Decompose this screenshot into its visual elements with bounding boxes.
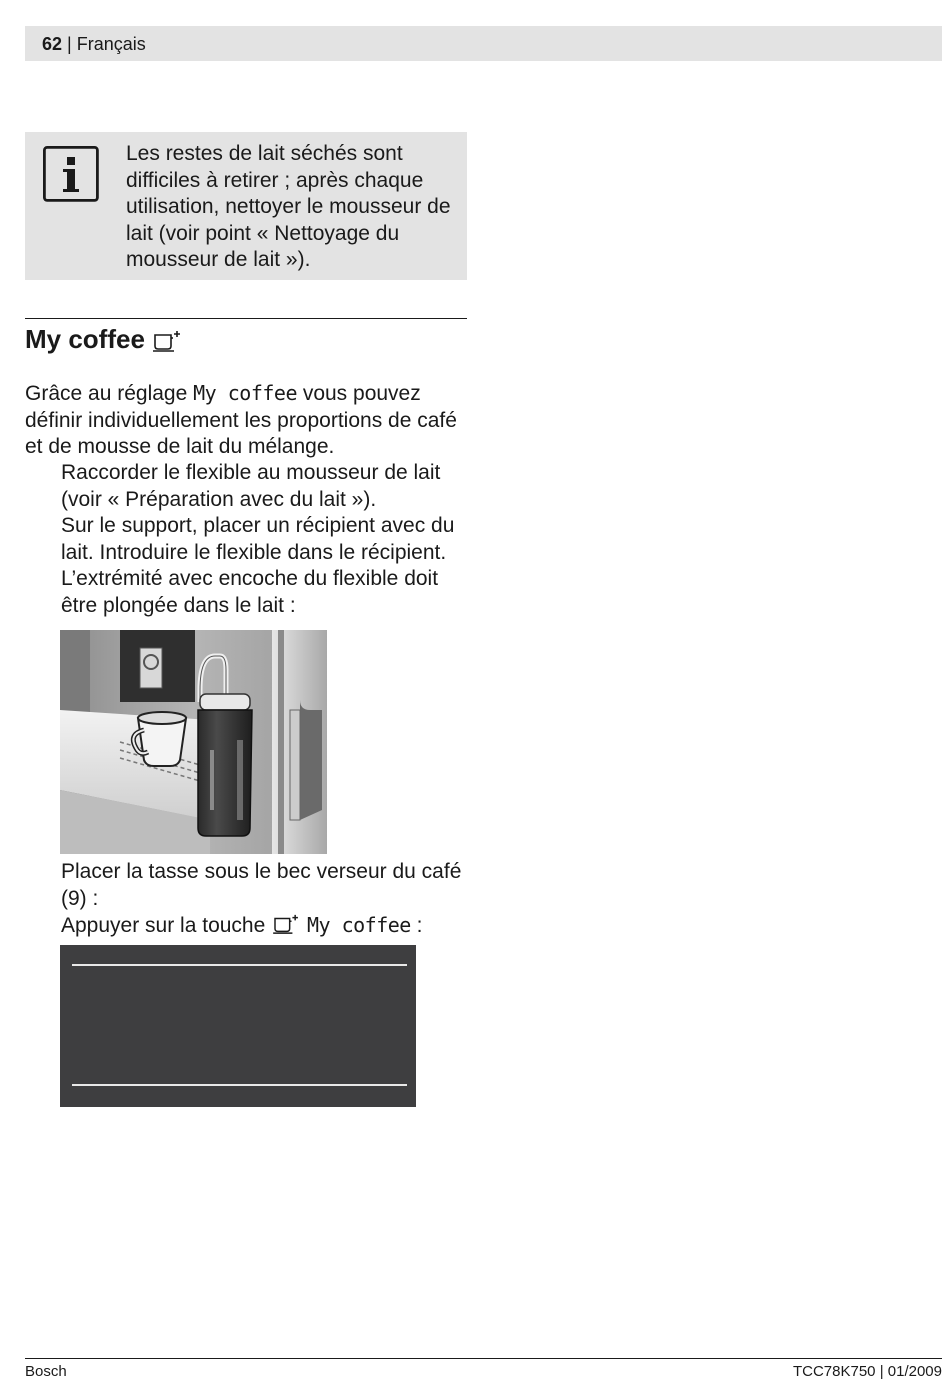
- intro-text-start: Grâce au réglage: [25, 382, 194, 405]
- section-divider: [25, 318, 467, 319]
- page-number: 62: [42, 34, 63, 54]
- section-title-text: My coffee: [25, 324, 145, 354]
- cup-plus-icon: [152, 329, 182, 353]
- header-language: Français: [76, 34, 146, 54]
- step4-text-start: Appuyer sur la touche: [61, 914, 272, 937]
- step-connect-hose: Raccorder le flexible au mousseur de lait (voir « Préparation avec du lait »).: [61, 461, 441, 511]
- machine-display-panel: [60, 945, 416, 1107]
- step-place-cup: Placer la tasse sous le bec verseur du café (9) :: [61, 860, 462, 910]
- display-bottom-line: [72, 1084, 407, 1086]
- footer-divider: [25, 1358, 942, 1359]
- footer-model: TCC78K750: [792, 1363, 876, 1380]
- intro-display-term: My coffee: [193, 381, 297, 405]
- footer-separator: |: [879, 1363, 884, 1380]
- footer-brand: Bosch: [25, 1363, 67, 1380]
- intro-paragraph: [25, 380, 465, 461]
- display-top-line: [72, 964, 407, 966]
- coffee-machine-milk-container-illustration: [60, 630, 327, 854]
- step-press-my-coffee: [61, 912, 471, 940]
- page-header-bar: [25, 26, 942, 61]
- step-place-milk-container: Sur le support, placer un récipient avec du lait. Introduire le flexible dans le récipient. L’extrémité avec encoche du flexible doit être plongée dans le lait :: [61, 514, 455, 617]
- page-header: [42, 33, 146, 55]
- step4-text-end: :: [410, 914, 423, 937]
- info-icon: [43, 146, 99, 202]
- footer-model-date: [793, 1363, 942, 1381]
- cup-plus-icon: [271, 913, 301, 935]
- footer-date: 01/2009: [887, 1363, 942, 1380]
- step4-display-term: My coffee: [306, 913, 411, 937]
- intro-text-end: vous pouvez définir individuellement les proportions de café et de mousse de lait du mélange.: [25, 382, 457, 458]
- info-note-text: Les restes de lait séchés sont difficiles à retirer ; après chaque utilisation, nettoyer le mousseur de lait (voir point « Nettoyage du mousseur de lait »).: [126, 142, 451, 271]
- section-title: [25, 322, 182, 356]
- header-separator: |: [67, 34, 72, 54]
